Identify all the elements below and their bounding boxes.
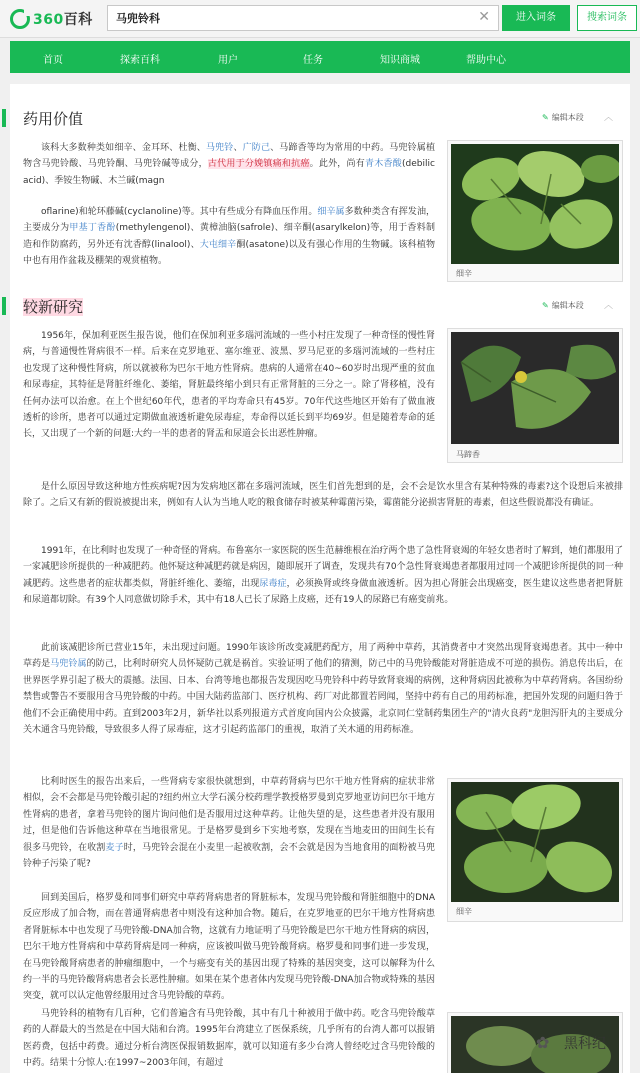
search-box	[107, 5, 499, 31]
nav-shop[interactable]: 知识商城	[380, 55, 420, 66]
leaf-photo	[451, 144, 619, 264]
paragraph: 此前该减肥诊所已营业15年，未出现过问题。1990年该诊所改变减肥药配方，用了两种中草药，其消费者中才突然出现肾衰竭患者。其中一种中草药是马兜铃属的防己，比利时研究人员怀疑防己就是祸首。实验证明了他们的猜测，防己中的马兜铃酸能对肾脏造成不可逆的损伤。消息传出后，在世界医学界引起了极大的震撼。法国、日本、台湾等地也都报告发现因吃马兜铃科中药导致肾衰竭的病例，这种肾病因此被称为中草药肾病。各国纷纷禁售或警告不要服用含马兜铃酸的中药。中国大陆药监部门、医疗机构、药厂对此都置若罔闻，坚持中药有自己的用药标准，把国外发现的问题归咎于他们不会正确使用中药。直到2003年2月，新华社以系列报道方式首度向国内公众披露，北京同仁堂制药集团生产的"清火良药"龙胆泻肝丸的主要成分关木通含马兜铃酸，导致很多人得了尿毒症，这才引起药监部门的重视，取消了关木通的用药标准。	[23, 643, 623, 736]
highlight-text: 古代用于分娩镇痛和抗癌	[207, 159, 310, 170]
logo-number: 360	[33, 12, 64, 28]
logo-ring-icon	[10, 9, 30, 29]
search-input[interactable]	[108, 6, 468, 30]
link-madoulingshu[interactable]: 马兜铃属	[50, 659, 87, 670]
logo-word: 百科	[63, 12, 93, 28]
paragraph: 马兜铃科的植物有几百种，它们普遍含有马兜铃酸，其中有几十种被用于做中药。吃含马兜铃酸草药的人群最大的当然是在中国大陆和台湾。1995年台湾建立了医保系统，几乎所有的台湾人都可以报销医药费，包括中药费。通过分析台湾医保报销数据库，就可以知道有多少台湾人曾经吃过含马兜铃酸的中药。结果十分惊人:在1997~2003年间，有超过	[23, 1009, 435, 1069]
paragraph: 是什么原因导致这种地方性疾病呢?因为发病地区都在多瑙河流域，医生们首先想到的是，会不会是饮水里含有某种特殊的毒素?这个设想后来被排除了。之后又有新的假说被提出来，例如有人认为当地人吃的粮食储存时被某种霉菌污染，霉菌能分泌损害肾脏的毒素，但这些假说都没有确证。	[23, 482, 623, 509]
link-madouling[interactable]: 马兜铃	[205, 143, 234, 153]
link-xixinshu[interactable]: 细辛属	[317, 207, 345, 217]
link-maizi[interactable]: 麦子	[105, 842, 124, 853]
pencil-icon: ✎	[542, 113, 549, 122]
photo-xixin[interactable]	[447, 140, 623, 282]
photo-madouling-xiang[interactable]	[447, 328, 623, 463]
enter-entry-button[interactable]: 进入词条	[502, 5, 570, 31]
photo-caption: 马蹄香	[456, 450, 480, 459]
section-title-research: 较新研究	[23, 298, 84, 316]
photo-caption: 细辛	[456, 269, 472, 278]
main-nav	[10, 41, 630, 73]
paragraph: 回到美国后，格罗曼和同事们研究中草药肾病患者的肾脏标本，发现马兜铃酸和肾脏细胞中的DNA反应形成了加合物，而在普通肾病患者中则没有这种加合物。随后，在克罗地亚的巴尔干地方性肾病患者肾脏标本中也发现了马兜铃酸-DNA加合物，这就有力地证明了马兜铃酸是巴尔干地方性肾病的病因，巴尔干地方性肾病和中草药肾病是同一种病，应该被叫做马兜铃酸肾病。格罗曼和同事们进一步发现，在马兜铃酸肾病患者的肿瘤细胞中，一个与癌变有关的基因出现了特殊的基因突变，这可以解释为什么约一半的马兜铃酸肾病患者会长恶性肿瘤。如果在某个患者体内发现马兜铃酸-DNA加合物或特殊的基因突变，就可以认定他曾经服用过含马兜铃酸的草药。	[23, 893, 435, 1002]
edit-section-button[interactable]: ✎ 编辑本段	[542, 301, 584, 310]
collapse-icon[interactable]: ︿	[604, 113, 614, 123]
leaf-photo	[451, 782, 619, 902]
paragraph: oflarine)和轮环藤碱(cyclanoline)等。其中有些成分有降血压作用。细辛属多数种类含有挥发油，主要成分为甲基丁香酚(methylengenol)、黄樟油脑(safrole)、细辛酮(asarylkelon)等，用于香料制造和作防腐药，另外还有沈香醇(linalool)、大屯细辛酮(asatone)以及有强心作用的生物碱。该科植物中也有用作盆栽及棚架的观赏植物。	[23, 207, 435, 267]
wechat-icon: ✿	[536, 1033, 550, 1052]
section-title-medicinal: 药用价值	[23, 110, 84, 128]
section-marker	[2, 109, 6, 127]
collapse-icon[interactable]: ︿	[604, 301, 614, 311]
article-content	[10, 84, 630, 1073]
watermark-text: 黑科纪	[564, 1036, 606, 1052]
link-niaoduzheng[interactable]: 尿毒症	[259, 578, 287, 589]
nav-tasks[interactable]: 任务	[303, 55, 323, 66]
nav-explore[interactable]: 探索百科	[120, 55, 160, 66]
clear-icon[interactable]: ✕	[478, 9, 490, 25]
nav-user[interactable]: 用户	[218, 55, 238, 66]
photo-caption: 细辛	[456, 907, 472, 916]
link-jiajidingxiangfen[interactable]: 甲基丁香酚	[69, 223, 116, 234]
leaf-photo	[451, 332, 619, 444]
pencil-icon: ✎	[542, 301, 549, 310]
edit-section-button[interactable]: ✎ 编辑本段	[542, 113, 584, 122]
paragraph: 比利时医生的报告出来后，一些肾病专家很快就想到，中草药肾病与巴尔干地方性肾病的症状非常相似，会不会都是马兜铃酸引起的?纽约州立大学石溪分校药理学教授格罗曼到克罗地亚访问巴尔干地方性肾病的患者，拿着马兜铃的图片询问他们是否服用过这种草药。让他失望的是，这些患者并没有服用过，但是他们告诉他这种草在当地很常见。于是格罗曼到乡下实地考察，发现在当地麦田的田间生长有很多马兜铃，在收割麦子时，马兜铃会混在小麦里一起被收割，会不会就是因为当地食用的面粉被马兜铃种子污染了呢?	[23, 777, 435, 870]
nav-home[interactable]: 首页	[43, 55, 63, 66]
paragraph: 该科大多数种类如细辛、金耳环、杜衡、马兜铃、广防己、马蹄香等均为常用的中药。马兜铃属植物含马兜铃酸、马兜铃酮、马兜铃碱等成分，古代用于分娩镇痛和抗癌。此外，尚有青木香酸(debilic acid)、季铵生物碱、木兰碱(magn	[23, 143, 435, 186]
section-marker	[2, 297, 6, 315]
link-datunxixin[interactable]: 大屯细辛	[199, 239, 237, 250]
watermark	[536, 1033, 606, 1053]
top-bar	[0, 0, 640, 38]
link-qingmuxiang[interactable]: 青木香酸	[365, 159, 403, 170]
logo[interactable]	[10, 9, 93, 29]
paragraph: 1956年，保加利亚医生报告说，他们在保加利亚多瑙河流域的一些小村庄发现了一种奇怪的慢性肾病，与普通慢性肾病很不一样。后来在克罗地亚、塞尔维亚、波黑、罗马尼亚的多瑙河流域的一些村庄也发现了这种慢性肾病，所以就被称为巴尔干地方性肾病。患病的人通常在40~60岁时出现严重的贫血和尿毒症，其特征是肾脏纤维化、萎缩，肾脏最终缩小到只有正常肾脏的三分之一。除了肾移植，没有任何办法可以治愈。在上个世纪60年代，患者的平均寿命只有45岁。70年代这些地区开始有了做血液透析的诊所，患者可以通过定期做血液透析避免尿毒症，寿命得以延长到平均69岁。但是随着寿命的延长，又出现了一个新的问题:大约一半的患者的肾盂和尿道会长出恶性肿瘤。	[23, 331, 435, 440]
paragraph: 1991年，在比利时也发现了一种奇怪的肾病。布鲁塞尔一家医院的医生范赫维根在治疗两个患了急性肾衰竭的年轻女患者时了解到，她们都服用了一家减肥诊所提供的一种减肥药。他怀疑这种减肥药就是病因，随即展开了调查，发现共有70个急性肾衰竭患者都服用过同一个减肥诊所提供的同一种减肥药。这些患者的症状都类似，肾脏纤维化、萎缩，出现尿毒症，必须换肾或终身做血液透析。因为担心肾脏会出现癌变，医生建议这些患者把肾脏和尿道都切除。有39个人同意做切除手术，其中有18人已长了尿路上皮癌，还有19人的尿路已有癌变前兆。	[23, 546, 623, 606]
nav-help[interactable]: 帮助中心	[466, 55, 506, 66]
search-entry-button[interactable]: 搜索词条	[577, 5, 637, 31]
photo-xixin-2[interactable]	[447, 778, 623, 922]
link-guangfangji[interactable]: 广防己	[242, 143, 271, 153]
